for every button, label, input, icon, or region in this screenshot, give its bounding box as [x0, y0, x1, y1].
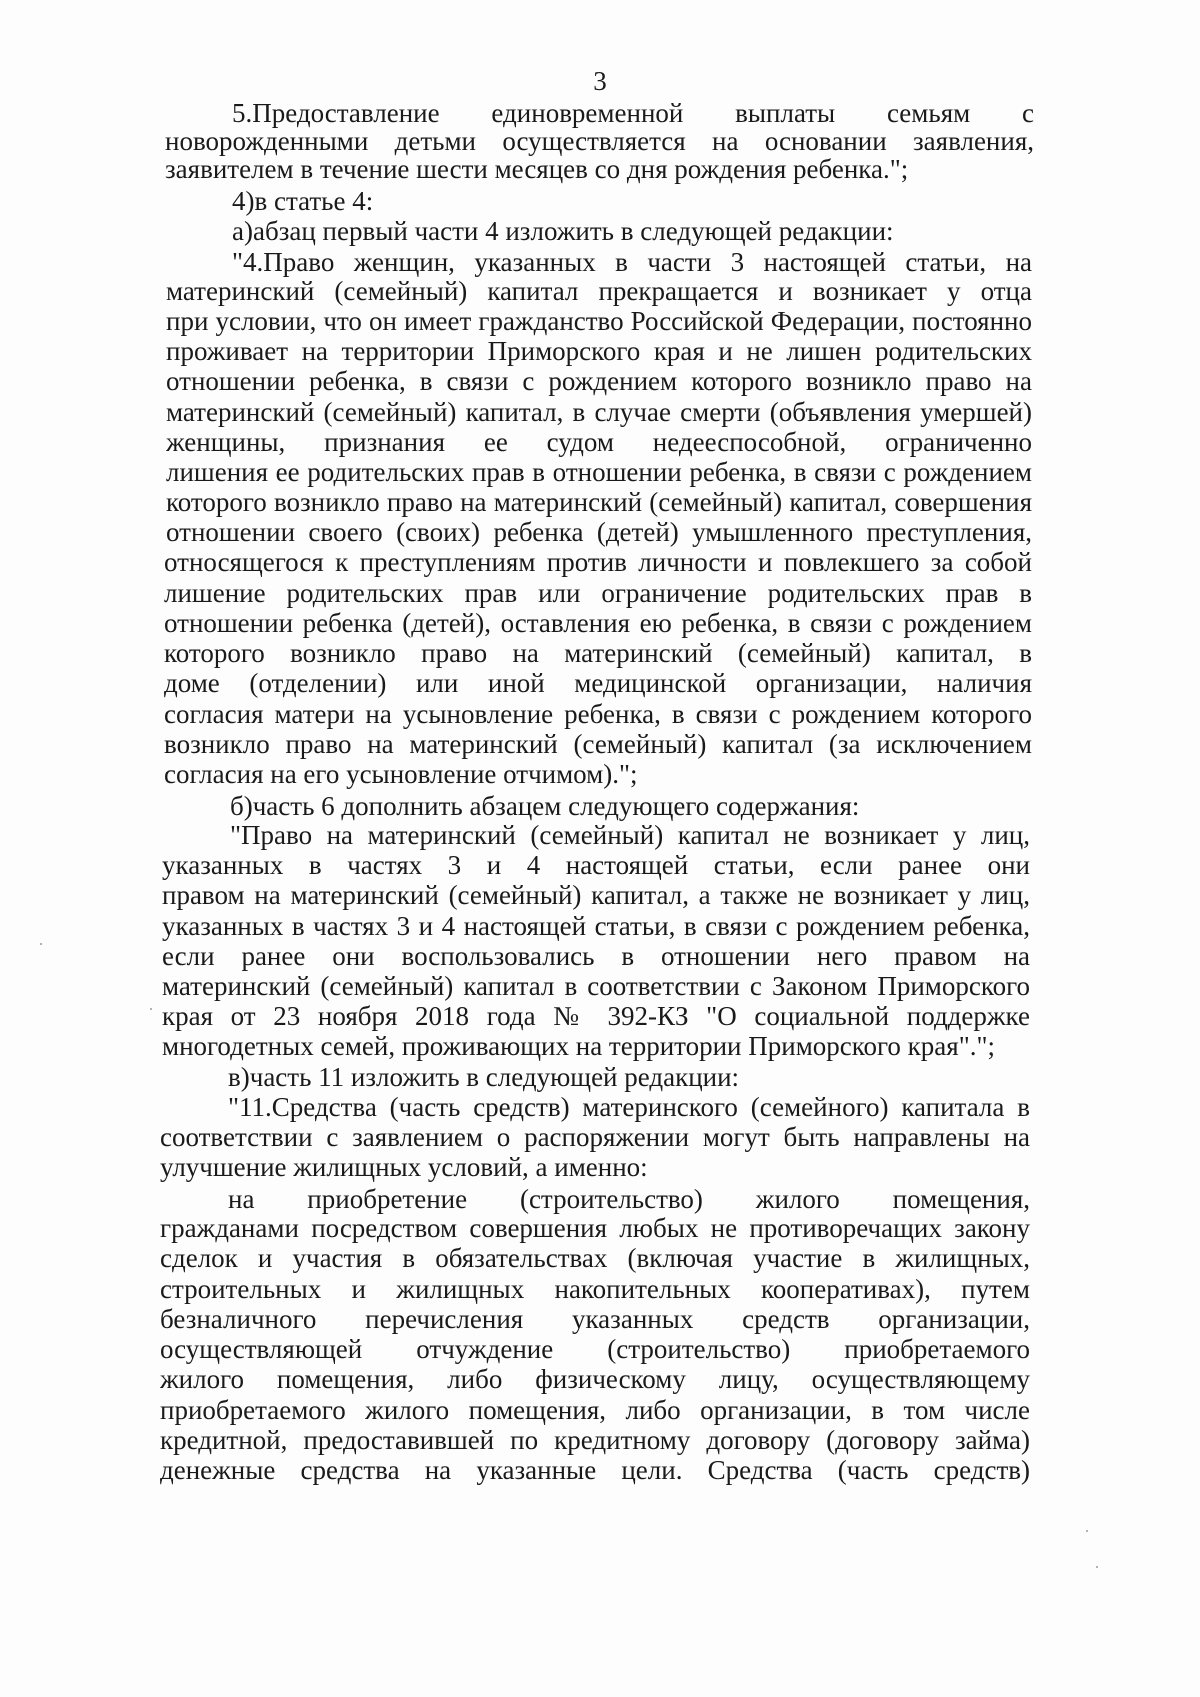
- text-line: относящегося к преступлениям против личности и повлекшего за собой: [164, 547, 1032, 577]
- text-line: указанных в частях 3 и 4 настоящей статьи, если ранее они: [162, 850, 1030, 880]
- text-line: жилого помещения, либо физическому лицу, осуществляющему: [160, 1364, 1030, 1394]
- text-line: материнский (семейный) капитал прекращается и возникает у отца: [166, 276, 1032, 306]
- scan-speck: [150, 1008, 152, 1010]
- text-line: "4.Право женщин, указанных в части 3 настоящей статьи, на: [232, 247, 1032, 277]
- text-line: заявителем в течение шести месяцев со дня рождения ребенка.";: [165, 154, 909, 184]
- text-line: женщины, признания ее судом недееспособной, ограниченно: [166, 427, 1032, 457]
- scan-speck: [40, 943, 42, 945]
- text-line: а)абзац первый части 4 изложить в следующей редакции:: [232, 216, 894, 246]
- text-line: 4)в статье 4:: [232, 186, 374, 216]
- text-line: денежные средства на указанные цели. Средства (часть средств): [160, 1455, 1030, 1485]
- text-line: отношении своего (своих) ребенка (детей) умышленного преступления,: [166, 517, 1032, 547]
- text-line: осуществляющей отчуждение (строительство) приобретаемого: [160, 1334, 1030, 1364]
- text-line: отношении ребенка, в связи с рождением которого возникло право на: [166, 366, 1032, 396]
- text-line: материнский (семейный) капитал в соответствии с Законом Приморского: [162, 971, 1030, 1001]
- text-line: согласия на его усыновление отчимом).";: [164, 759, 638, 789]
- text-line: б)часть 6 дополнить абзацем следующего содержания:: [230, 791, 860, 821]
- text-line: отношении ребенка (детей), оставления ею ребенка, в связи с рождением: [164, 608, 1032, 638]
- text-line: если ранее они воспользовались в отношении него правом на: [162, 941, 1030, 971]
- text-line: края от 23 ноября 2018 года № 392-КЗ "О социальной поддержке: [162, 1001, 1030, 1031]
- text-line: возникло право на материнский (семейный) капитал (за исключением: [164, 729, 1032, 759]
- text-line: "Право на материнский (семейный) капитал не возникает у лиц,: [230, 820, 1030, 850]
- text-line: "11.Средства (часть средств) материнского (семейного) капитала в: [228, 1092, 1030, 1122]
- text-line: проживает на территории Приморского края и не лишен родительских: [166, 336, 1032, 366]
- text-line: новорожденными детьми осуществляется на основании заявления,: [165, 126, 1034, 156]
- text-line: улучшение жилищных условий, а именно:: [160, 1152, 648, 1182]
- text-line: указанных в частях 3 и 4 настоящей статьи, в связи с рождением ребенка,: [162, 911, 1030, 941]
- text-line: соответствии с заявлением о распоряжении могут быть направлены на: [160, 1122, 1030, 1152]
- scan-speck: [1086, 1530, 1088, 1532]
- text-line: правом на материнский (семейный) капитал, а также не возникает у лиц,: [162, 880, 1030, 910]
- scan-speck: [1096, 1566, 1098, 1568]
- text-line: гражданами посредством совершения любых не противоречащих закону: [160, 1213, 1030, 1243]
- text-line: на приобретение (строительство) жилого помещения,: [228, 1184, 1030, 1214]
- text-line: согласия матери на усыновление ребенка, в связи с рождением которого: [164, 699, 1032, 729]
- text-line: доме (отделении) или иной медицинской организации, наличия: [164, 668, 1032, 698]
- text-line: при условии, что он имеет гражданство Российской Федерации, постоянно: [166, 306, 1032, 336]
- text-line: которого возникло право на материнский (семейный) капитал, в: [164, 638, 1032, 668]
- text-line: кредитной, предоставившей по кредитному договору (договору займа): [160, 1425, 1030, 1455]
- page-number: 3: [593, 66, 607, 96]
- text-line: приобретаемого жилого помещения, либо организации, в том числе: [160, 1395, 1030, 1425]
- text-line: безналичного перечисления указанных средств организации,: [160, 1304, 1030, 1334]
- text-line: строительных и жилищных накопительных кооперативах), путем: [160, 1274, 1030, 1304]
- text-line: сделок и участия в обязательствах (включая участие в жилищных,: [160, 1243, 1030, 1273]
- text-line: 5.Предоставление единовременной выплаты семьям с: [232, 98, 1034, 128]
- text-line: в)часть 11 изложить в следующей редакции:: [228, 1062, 740, 1092]
- text-line: лишение родительских прав или ограничение родительских прав в: [164, 578, 1032, 608]
- text-line: материнский (семейный) капитал, в случае смерти (объявления умершей): [166, 397, 1032, 427]
- text-line: многодетных семей, проживающих на территории Приморского края".";: [162, 1031, 995, 1061]
- text-line: лишения ее родительских прав в отношении ребенка, в связи с рождением: [166, 457, 1032, 487]
- text-line: которого возникло право на материнский (семейный) капитал, совершения: [166, 487, 1032, 517]
